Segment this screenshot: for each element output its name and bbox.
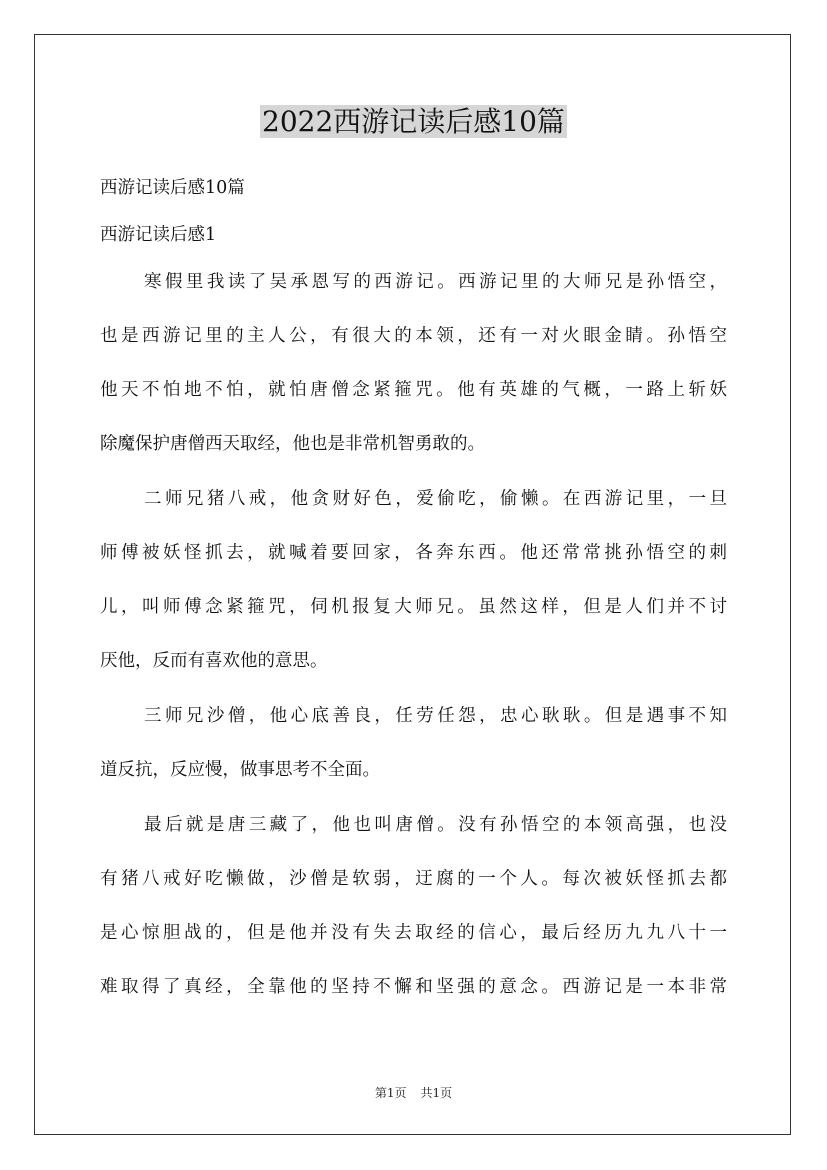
paragraph-line: 二师兄猪八戒，他贪财好色，爱偷吃，偷懒。在西游记里，一旦 xyxy=(144,489,727,509)
page-number: 第1页 xyxy=(374,1086,407,1100)
paragraph-2 xyxy=(100,487,727,674)
paragraph-4 xyxy=(100,813,727,1000)
section-heading: 西游记读后感1 xyxy=(100,225,217,245)
paragraph-line: 道反抗，反应慢，做事思考不全面。 xyxy=(100,760,380,780)
paragraph-line: 厌他，反而有喜欢他的意思。 xyxy=(100,651,328,671)
page-footer xyxy=(0,1085,827,1101)
document-title xyxy=(0,100,827,144)
paragraph-line: 寒假里我读了吴承恩写的西游记。西游记里的大师兄是孙悟空， xyxy=(144,272,727,292)
paragraph-line: 儿，叫师傅念紧箍咒，伺机报复大师兄。虽然这样，但是人们并不讨 xyxy=(100,597,727,617)
paragraph-line: 有猪八戒好吃懒做，沙僧是软弱，迂腐的一个人。每次被妖怪抓去都 xyxy=(100,869,727,889)
paragraph-line: 师傅被妖怪抓去，就喊着要回家，各奔东西。他还常常挑孙悟空的刺 xyxy=(100,543,727,563)
paragraph-line: 难取得了真经，全靠他的坚持不懈和坚强的意念。西游记是一本非常 xyxy=(100,977,727,997)
paragraph-line: 除魔保护唐僧西天取经，他也是非常机智勇敢的。 xyxy=(100,434,485,454)
paragraph-1 xyxy=(100,270,727,457)
paragraph-line: 三师兄沙僧，他心底善良，任劳任怨，忠心耿耿。但是遇事不知 xyxy=(144,706,727,726)
paragraph-line: 是心惊胆战的，但是他并没有失去取经的信心，最后经历九九八十一 xyxy=(100,923,727,943)
paragraph-3 xyxy=(100,704,727,783)
paragraph-line: 也是西游记里的主人公，有很大的本领，还有一对火眼金睛。孙悟空 xyxy=(100,326,727,346)
paragraph-line: 最后就是唐三藏了，他也叫唐僧。没有孙悟空的本领高强，也没 xyxy=(144,815,727,835)
document-subtitle: 西游记读后感10篇 xyxy=(100,178,245,198)
page-total: 共1页 xyxy=(420,1086,453,1100)
document-body xyxy=(100,176,727,1029)
document-title-text: 2022西游记读后感10篇 xyxy=(262,105,565,138)
paragraph-line: 他天不怕地不怕，就怕唐僧念紧箍咒。他有英雄的气概，一路上斩妖 xyxy=(100,380,727,400)
